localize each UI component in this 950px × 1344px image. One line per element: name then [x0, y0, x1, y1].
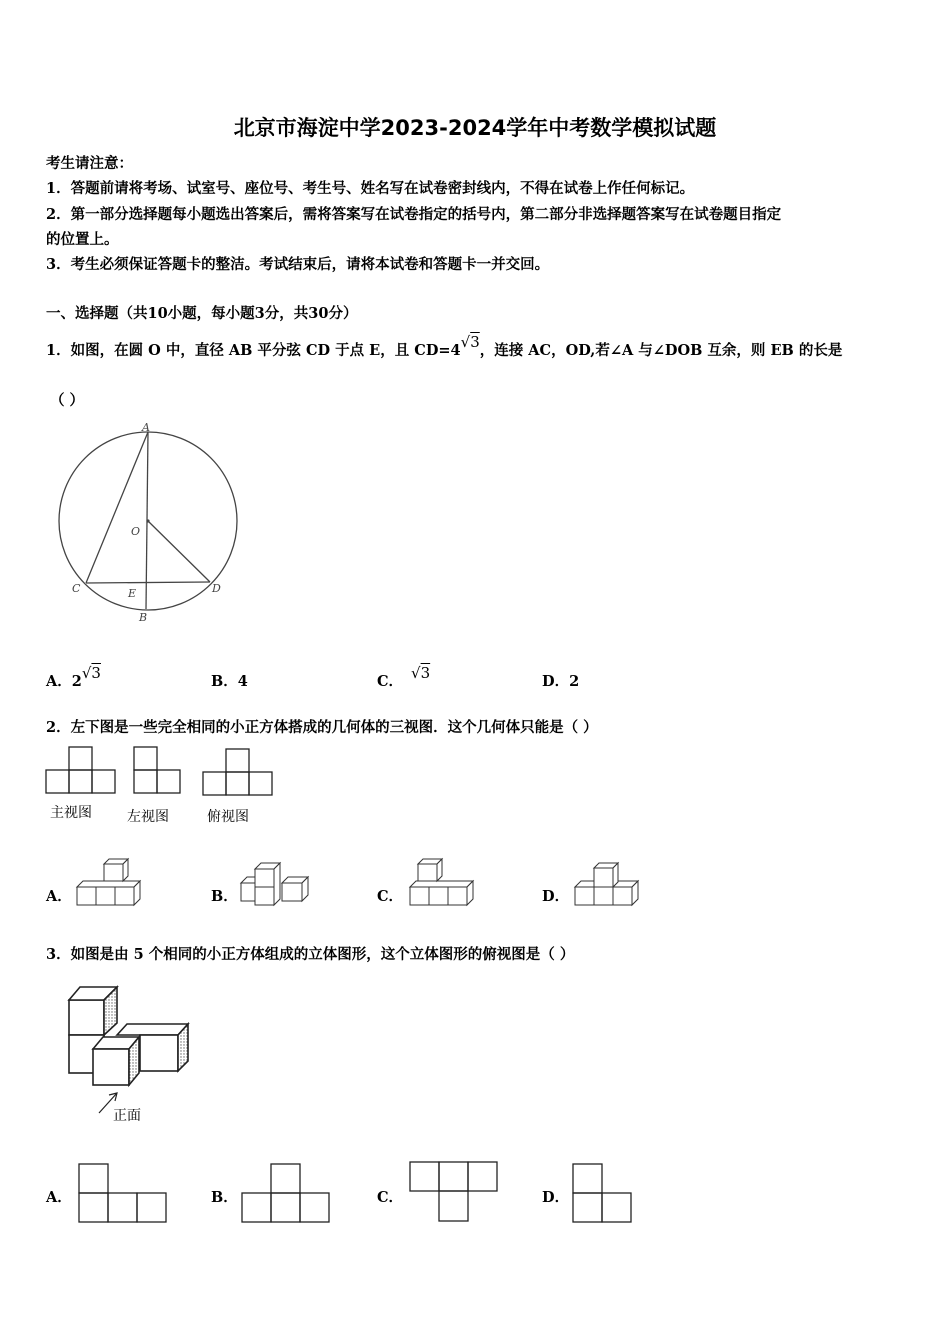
q3-option-a-figure	[79, 1164, 166, 1222]
q3-option-b[interactable]: B．	[211, 1189, 238, 1206]
q1-text-b: ，连接 AC，OD,若∠A 与∠DOB 互余，则 EB 的长是	[479, 342, 843, 359]
q2-option-d[interactable]: D．	[542, 888, 570, 905]
label-b: B	[139, 611, 148, 624]
q1-option-d[interactable]: D．2	[542, 673, 580, 690]
notice-item: 3．考生必须保证答题卡的整洁。考试结束后，请将本试卷和答题卡一并交回。	[46, 256, 550, 273]
notice-heading: 考生请注意：	[46, 155, 133, 172]
q1-option-a[interactable]: A．2√3	[46, 664, 101, 690]
front-label: 正面	[113, 1108, 141, 1124]
view-caption-top: 俯视图	[207, 809, 249, 825]
view-caption-left: 左视图	[127, 809, 169, 825]
q1-option-b[interactable]: B．4	[211, 673, 248, 690]
q3-option-d-figure	[573, 1164, 631, 1222]
q2-stem: 2．左下图是一些完全相同的小正方体搭成的几何体的三视图．这个几何体只能是（ ）	[46, 719, 598, 736]
q3-option-b-figure	[242, 1164, 329, 1222]
q3-option-c-figure	[410, 1162, 497, 1221]
q3-option-c[interactable]: C．	[377, 1189, 404, 1206]
notice-item: 2．第一部分选择题每小题选出答案后，需将答案写在试卷指定的括号内，第二部分非选择题答案写在试卷题目指定	[46, 206, 782, 223]
q1-option-c[interactable]: C． √3	[377, 664, 431, 690]
label-o: O	[131, 525, 141, 538]
notice-item: 的位置上。	[46, 231, 119, 248]
q1-text-a: 1．如图，在圆 O 中，直径 AB 平分弦 CD 于点 E，且 CD=4	[46, 342, 461, 359]
notice-item: 1．答题前请将考场、试室号、座位号、考生号、姓名写在试卷密封线内，不得在试卷上作任何标记。	[46, 180, 695, 197]
q2-option-c[interactable]: C．	[377, 888, 404, 905]
view-caption-main: 主视图	[50, 805, 92, 821]
label-d: D	[212, 582, 221, 595]
sqrt-radical: √3	[411, 664, 431, 682]
label-e: E	[128, 587, 137, 600]
page-title: 北京市海淀中学2023-2024学年中考数学模拟试题	[233, 116, 717, 140]
q2-option-b[interactable]: B．	[211, 888, 238, 905]
q3-option-d[interactable]: D．	[542, 1189, 570, 1206]
section-heading: 一、选择题（共10小题，每小题3分，共30分）	[46, 305, 358, 322]
label-c: C	[72, 582, 81, 595]
label-a: A	[142, 421, 150, 434]
q3-stem: 3．如图是由 5 个相同的小正方体组成的立体图形，这个立体图形的俯视图是（ ）	[46, 946, 575, 963]
q3-option-a[interactable]: A．	[46, 1189, 72, 1206]
q1-answer-paren: （ ）	[50, 392, 85, 409]
sqrt-radical: √3	[81, 664, 101, 682]
q2-option-a[interactable]: A．	[46, 888, 72, 905]
sqrt-radical: √3	[460, 333, 480, 351]
